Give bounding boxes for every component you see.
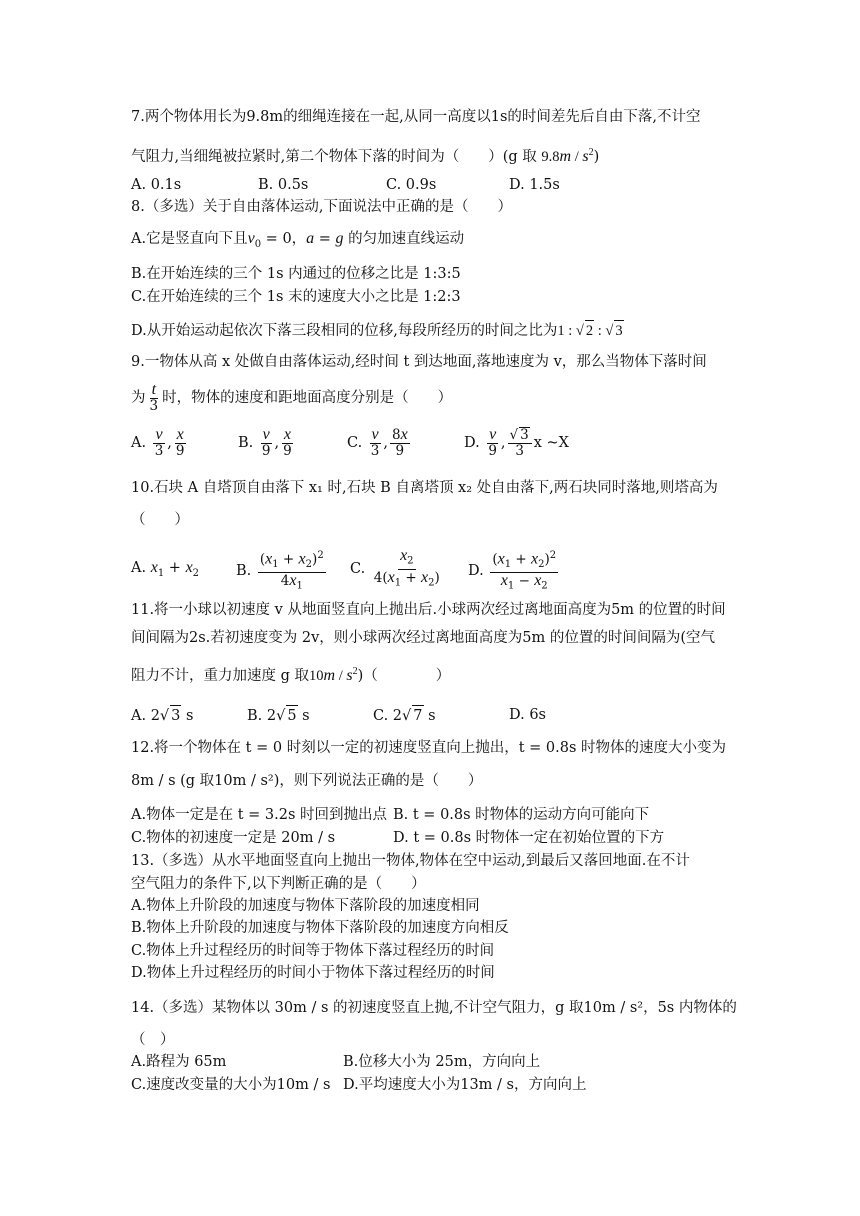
- q14-option-b: B.位移大小为 25m，方向向上: [343, 1054, 541, 1070]
- q10-option-b: B. $\frac{(x_1 + x_2)^2}{4x_1}$: [236, 550, 324, 592]
- q7-option-c: C. 0.9s: [386, 177, 437, 193]
- q12-option-d: D. t = 0.8s 时物体一定在初始位置的下方: [393, 830, 665, 846]
- q10-option-d: D. $\frac{(x_1 + x_2)^2}{x_1 - x_2}$: [468, 550, 557, 592]
- q13-option-b: B.物体上升阶段的加速度与物体下落阶段的加速度方向相反: [131, 920, 509, 936]
- q14-line-1: 14.（多选）某物体以 30m / s 的初速度竖直上抛,不计空气阻力，g 取10m / s²，5s 内物体的: [131, 1000, 737, 1016]
- q9-line-2: 为 $\frac{t}{3}$ 时，物体的速度和距地面高度分别是（ ）: [131, 381, 453, 414]
- q10-line-2: （ ）: [131, 512, 189, 528]
- q7-line-1: 7.两个物体用长为9.8m的细绳连接在一起,从同一高度以1s的时间差先后自由下落,不计空: [131, 109, 701, 125]
- q8-option-b: B.在开始连续的三个 1s 内通过的位移之比是 1:3:5: [131, 266, 461, 282]
- q9-option-d: D. $\frac{v}{9}$ , $\frac{√ 3}{3}$ x ~X: [464, 426, 569, 459]
- q11-option-a: A. 2√ 3 s: [131, 705, 193, 726]
- q13-line-2: 空气阻力的条件下,以下判断正确的是（ ）: [131, 876, 426, 892]
- q11-option-b: B. 2√ 5 s: [247, 705, 310, 726]
- q11-option-c-label: C.: [373, 708, 389, 724]
- q7-line-2-text: 气阻力,当细绳被拉紧时,第二个物体下落的时间为（ ）(g 取: [131, 148, 537, 165]
- q10-option-a: A. $x_1 + x_2$: [131, 559, 200, 579]
- q8-option-a: A.它是竖直向下且$v_0 = 0$，a = g 的匀加速直线运动: [131, 230, 465, 250]
- q7-line-2: 气阻力,当细绳被拉紧时,第二个物体下落的时间为（ ）(g 取 $9.8m / s^2$): [131, 147, 600, 165]
- q14-option-a: A.路程为 65m: [131, 1054, 227, 1070]
- q11-option-b-label: B.: [247, 708, 263, 724]
- q8-option-d-text: D.从开始运动起依次下落三段相同的位移,每段所经历的时间之比为: [131, 323, 558, 339]
- q10-option-c: C. $\frac{x_2}{4(x_1 + x_2)}$: [350, 547, 440, 589]
- q11-line-2: 间间隔为2s.若初速度变为 2v，则小球两次经过离地面高度为5m 的位置的时间间隔为(空气: [131, 630, 716, 646]
- q13-option-d: D.物体上升过程经历的时间小于物体下落过程经历的时间: [131, 965, 495, 981]
- q11-option-d: D. 6s: [509, 707, 546, 723]
- q14-option-d: D.平均速度大小为13m / s，方向向上: [343, 1077, 587, 1093]
- q8-option-c: C.在开始连续的三个 1s 末的速度大小之比是 1:2:3: [131, 289, 461, 305]
- q12-option-a: A.物体一定是在 t = 3.2s 时回到抛出点: [131, 807, 387, 823]
- q9-line-1: 9.一物体从高 x 处做自由落体运动,经时间 t 到达地面,落地速度为 v，那么当物体下落时间: [131, 354, 707, 370]
- q13-line-1: 13.（多选）从水平地面竖直向上抛出一物体,物体在空中运动,到最后又落回地面.在不计: [131, 853, 690, 869]
- q9-line-2-pre: 为: [131, 390, 146, 406]
- q9-line-2-post: 时，物体的速度和距地面高度分别是（ ）: [162, 390, 453, 406]
- q7-option-d: D. 1.5s: [509, 177, 560, 193]
- q11-line-3: 阻力不计，重力加速度 g 取$10m / s^2$)（ ）: [131, 666, 451, 684]
- q10-line-1: 10.石块 A 自塔顶自由落下 x₁ 时,石块 B 自离塔顶 x₂ 处自由落下,两石块同时落地,则塔高为: [131, 480, 718, 496]
- q7-option-b: B. 0.5s: [258, 177, 309, 193]
- q11-option-c: C. 2√ 7 s: [373, 705, 436, 726]
- q11-line-3-text: 阻力不计，重力加速度 g 取: [131, 667, 309, 684]
- q8-option-a-tail: 的匀加速直线运动: [348, 231, 465, 247]
- q7-option-a: A. 0.1s: [131, 177, 182, 193]
- q11-option-a-label: A.: [131, 708, 147, 724]
- q8-option-a-text: A.它是竖直向下且: [131, 231, 248, 247]
- q13-option-a: A.物体上升阶段的加速度与物体下落阶段的加速度相同: [131, 898, 480, 914]
- q12-option-b: B. t = 0.8s 时物体的运动方向可能向下: [393, 807, 650, 823]
- q11-line-1: 11.将一小球以初速度 v 从地面竖直向上抛出后.小球两次经过离地面高度为5m 的位置的时间: [131, 602, 726, 618]
- q12-line-1: 12.将一个物体在 t = 0 时刻以一定的初速度竖直向上抛出，t = 0.8s 时物体的速度大小变为: [131, 740, 726, 756]
- q11-line-3-tail: )（ ）: [357, 667, 451, 684]
- q9-option-c: C. $\frac{v}{3}$ , $\frac{8x}{9}$: [347, 426, 408, 459]
- q14-line-2: （ ）: [131, 1032, 175, 1048]
- q12-option-c: C.物体的初速度一定是 20m / s: [131, 830, 336, 846]
- q12-line-2: 8m / s (g 取10m / s²)，则下列说法正确的是（ ）: [131, 773, 483, 789]
- q14-option-c: C.速度改变量的大小为10m / s: [131, 1077, 331, 1093]
- q9-option-b: B. $\frac{v}{9}$ , $\frac{x}{9}$: [238, 426, 292, 459]
- q13-option-c: C.物体上升过程经历的时间等于物体下落过程经历的时间: [131, 943, 495, 959]
- q8-stem: 8.（多选）关于自由落体运动,下面说法中正确的是（ ）: [131, 199, 512, 215]
- q9-option-a: A. $\frac{v}{3}$ , $\frac{x}{9}$: [131, 426, 185, 459]
- q9-option-d-tail: x ~X: [533, 435, 569, 451]
- q8-option-d: D.从开始运动起依次下落三段相同的位移,每段所经历的时间之比为1 : √ 2 : √ 3: [131, 320, 624, 341]
